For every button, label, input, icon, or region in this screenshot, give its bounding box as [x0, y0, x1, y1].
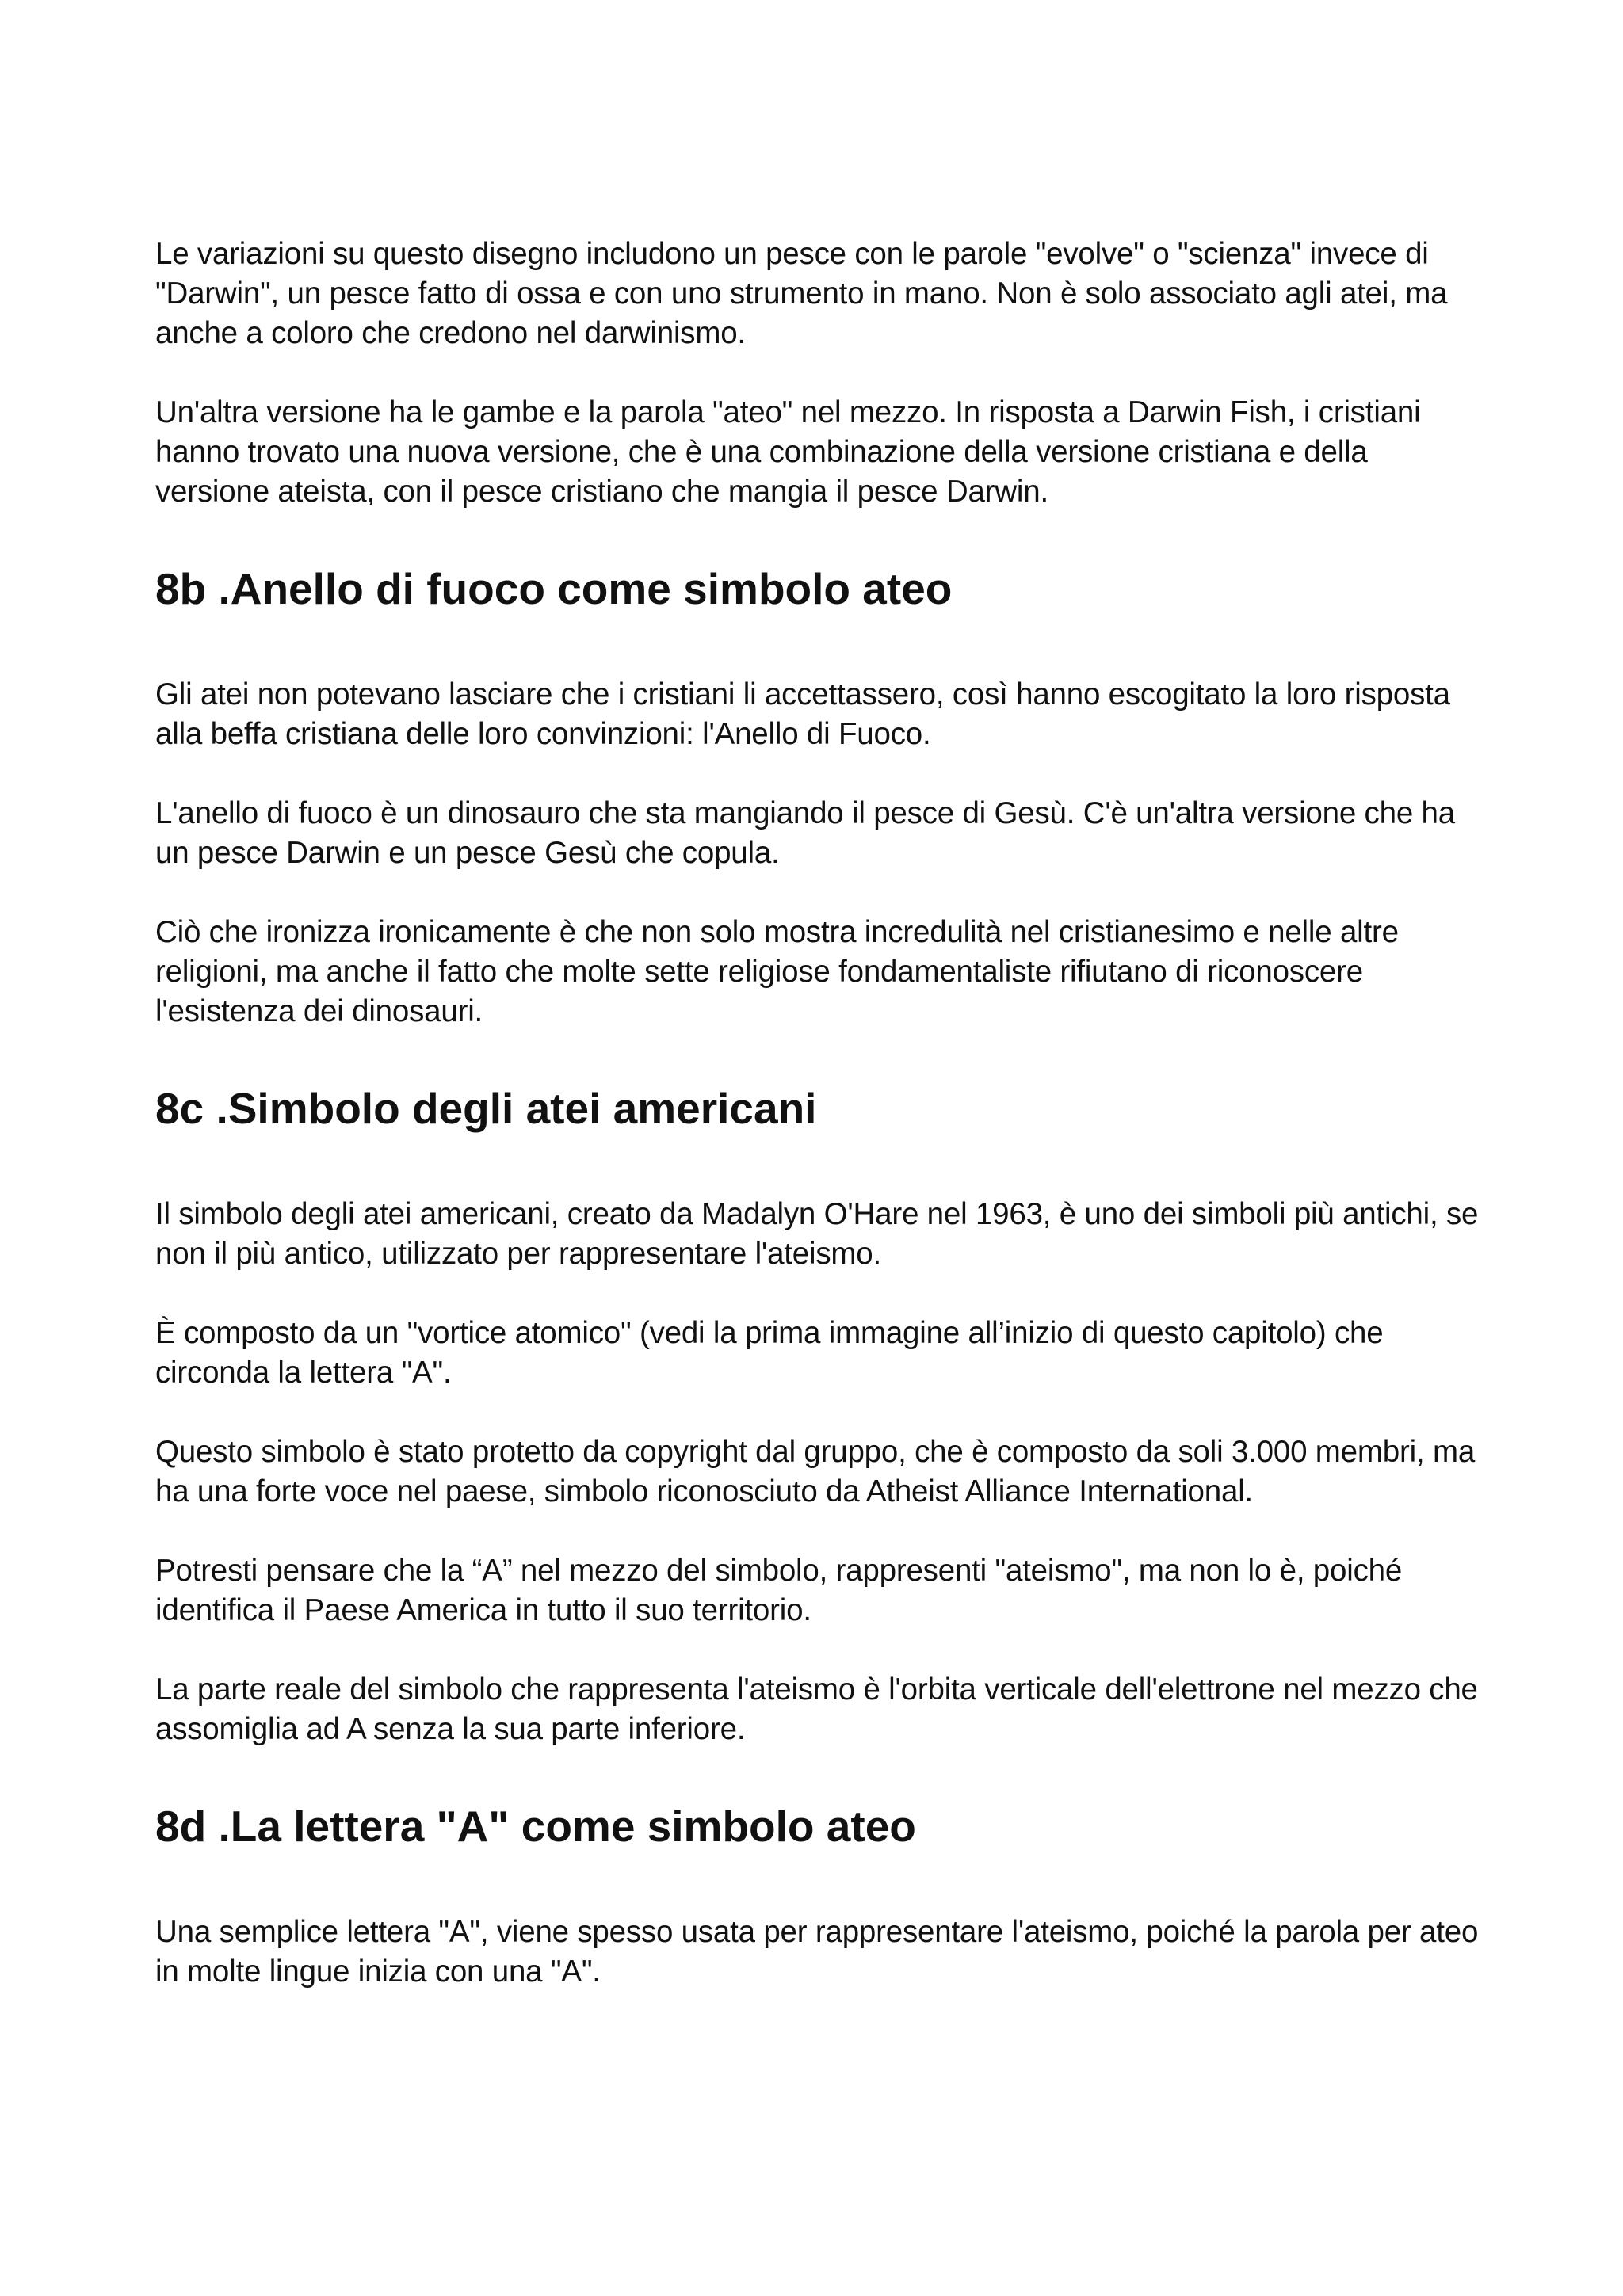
paragraph-darwin-fish-versions: Un'altra versione ha le gambe e la parola "ateo" nel mezzo. In risposta a Darwin Fish, i cristiani hanno trovato una nuova versione, che è una combinazione della versione cristiana e della versione ateista, con il pesce cristiano che mangia il pesce Darwin. — [155, 395, 1421, 509]
document-body — [155, 235, 1479, 1992]
paragraph-8c-1: Il simbolo degli atei americani, creato da Madalyn O'Hare nel 1963, è uno dei simboli più antichi, se non il più antico, utilizzato per rappresentare l'ateismo. — [155, 1197, 1479, 1271]
paragraph-darwin-fish-variations: Le variazioni su questo disegno includono un pesce con le parole "evolve" o "scienza" invece di "Darwin", un pesce fatto di ossa e con uno strumento in mano. Non è solo associato agli atei, ma anche a coloro che credono nel darwinismo. — [155, 237, 1448, 350]
paragraph-8c-3: Questo simbolo è stato protetto da copyright dal gruppo, che è composto da soli 3.000 membri, ma ha una forte voce nel paese, simbolo riconosciuto da Atheist Alliance International. — [155, 1435, 1476, 1508]
paragraph-8c-5: La parte reale del simbolo che rappresenta l'ateismo è l'orbita verticale dell'elettrone nel mezzo che assomiglia ad A senza la sua parte inferiore. — [155, 1672, 1478, 1746]
paragraph-8c-4: Potresti pensare che la “A” nel mezzo del simbolo, rappresenti "ateismo", ma non lo è, poiché identifica il Paese America in tutto il suo territorio. — [155, 1554, 1403, 1627]
heading-8d: 8d .La lettera "A" come simbolo ateo — [155, 1802, 916, 1851]
paragraph-8b-3: Ciò che ironizza ironicamente è che non solo mostra incredulità nel cristianesimo e nelle altre religioni, ma anche il fatto che molte sette religiose fondamentaliste rifiutano di riconoscere l'esistenza dei dinosauri. — [155, 915, 1399, 1028]
heading-8b: 8b .Anello di fuoco come simbolo ateo — [155, 564, 953, 613]
paragraph-8d-1: Una semplice lettera "A", viene spesso usata per rappresentare l'ateismo, poiché la parola per ateo in molte lingue inizia con una "A". — [155, 1915, 1479, 1989]
heading-8c: 8c .Simbolo degli atei americani — [155, 1084, 817, 1133]
paragraph-8c-2: È composto da un "vortice atomico" (vedi la prima immagine all’inizio di questo capitolo) che circonda la lettera "A". — [155, 1316, 1384, 1390]
paragraph-8b-2: L'anello di fuoco è un dinosauro che sta mangiando il pesce di Gesù. C'è un'altra versione che ha un pesce Darwin e un pesce Gesù che copula. — [155, 796, 1455, 870]
paragraph-8b-1: Gli atei non potevano lasciare che i cristiani li accettassero, così hanno escogitato la loro risposta alla beffa cristiana delle loro convinzioni: l'Anello di Fuoco. — [155, 677, 1450, 751]
